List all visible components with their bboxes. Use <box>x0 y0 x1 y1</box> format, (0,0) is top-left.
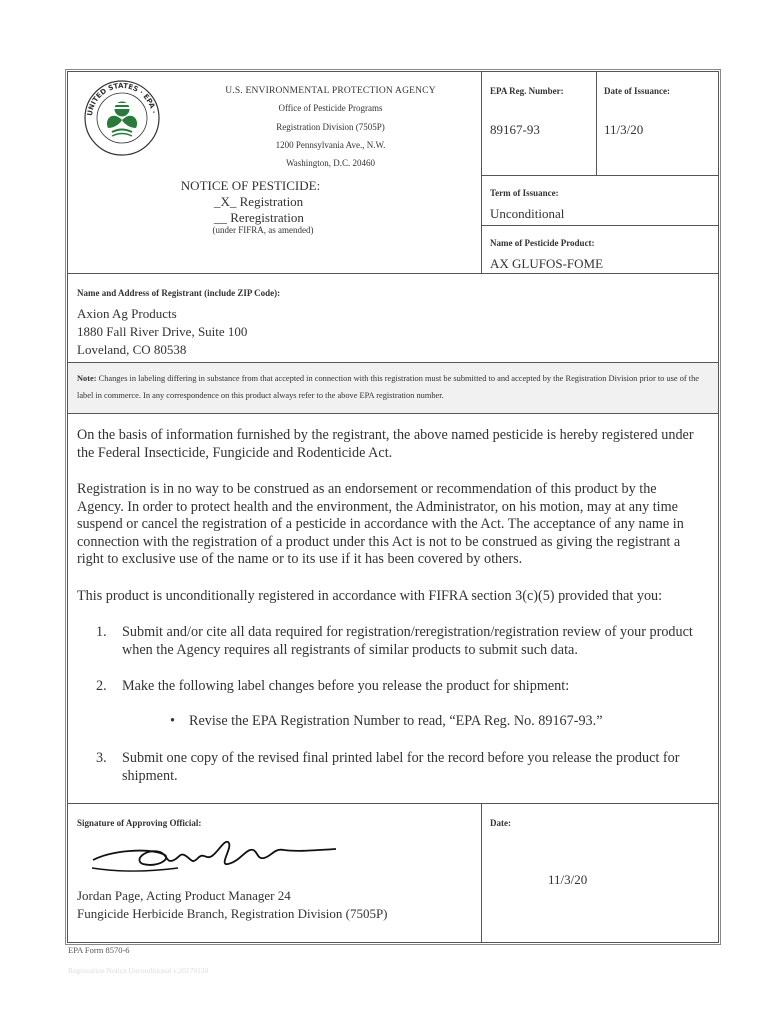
reg-number-label: EPA Reg. Number: <box>490 86 564 96</box>
date-value: 11/3/20 <box>548 872 588 887</box>
note-box <box>68 363 718 413</box>
signature-label: Signature of Approving Official: <box>77 818 202 828</box>
reg-number-value: 89167-93 <box>490 122 540 137</box>
official-branch: Fungicide Herbicide Branch, Registration Division (7505P) <box>77 906 388 921</box>
list-item-2-number: 2. <box>96 678 107 694</box>
term-value: Unconditional <box>490 206 565 221</box>
form-number: EPA Form 8570-6 <box>68 945 130 955</box>
product-name-label: Name of Pesticide Product: <box>490 238 595 248</box>
paragraph-unconditional: This product is unconditionally registered in accordance with FIFRA section 3(c)(5) provided that you: <box>77 588 663 604</box>
registrant-address-line1: 1880 Fall River Drive, Suite 100 <box>77 324 248 339</box>
list-item-3: Submit one copy of the revised final printed label for the record before you release the product for shipment. <box>122 750 680 784</box>
registrant-address-line2: Loveland, CO 80538 <box>77 342 187 357</box>
bullet-item-1: Revise the EPA Registration Number to read, “EPA Reg. No. 89167-93.” <box>189 713 603 729</box>
list-item-1-number: 1. <box>96 624 107 640</box>
list-item-3-number: 3. <box>96 750 107 766</box>
handwritten-signature <box>88 830 338 890</box>
list-item-2: Make the following label changes before you release the product for shipment: <box>122 678 570 694</box>
registration-form <box>67 71 719 943</box>
note-prefix: Note: <box>77 374 97 383</box>
official-name: Jordan Page, Acting Product Manager 24 <box>77 888 291 903</box>
date-label: Date: <box>490 818 511 828</box>
registrant-label: Name and Address of Registrant (include ZIP Code): <box>77 288 281 298</box>
division-name: Registration Division (7505P) <box>276 122 385 132</box>
product-name-value: AX GLUFOS-FOME <box>490 256 604 271</box>
issuance-date-label: Date of Issuance: <box>604 86 670 96</box>
paragraph-basis: On the basis of information furnished by the registrant, the above named pesticide is hereby registered under the Federal Insecticide, Fungicide and Rodenticide Act. <box>77 427 694 461</box>
svg-text:UNITED STATES · EPA ·: UNITED STATES · EPA · <box>85 81 158 117</box>
issuance-date-value: 11/3/20 <box>604 122 644 137</box>
list-item-1: Submit and/or cite all data required for registration/reregistration/registration review of your product when the Agency requires all registrants of similar products to submit such data. <box>122 624 693 658</box>
registration-checkbox-line: _X_ Registration <box>214 194 304 209</box>
note-body: Changes in labeling differing in substance from that accepted in connection with this registration must be submitted to and accepted by the Registration Division prior to use of the label in commerce. In any correspondence on this product always refer to the above EPA registration number. <box>77 374 700 400</box>
reregistration-checkbox-line: __ Reregistration <box>214 210 304 225</box>
faint-footer-text: Registration Notice Unconditional v.20170120 <box>68 966 209 975</box>
bullet-icon: • <box>170 713 175 729</box>
notice-title: NOTICE OF PESTICIDE: <box>180 178 321 193</box>
street-address: 1200 Pennsylvania Ave., N.W. <box>275 140 386 150</box>
registrant-name: Axion Ag Products <box>77 306 177 321</box>
fifra-note: (under FIFRA, as amended) <box>212 225 314 235</box>
epa-seal-logo <box>82 78 162 158</box>
paragraph-endorsement: Registration is in no way to be construed as an endorsement or recommendation of this product by the Agency. In order to protect health and the environment, the Administrator, on his motion, may at any time suspend or cancel the registration of a pesticide in accordance with the Act. The acceptance of any name in connection with the registration of a product under this Act is not to be construed as giving the registrant a right to exclusive use of the name or to its use if it has been covered by others. <box>77 481 684 567</box>
agency-name: U.S. ENVIRONMENTAL PROTECTION AGENCY <box>225 86 436 96</box>
note-text <box>77 370 705 404</box>
city-address: Washington, D.C. 20460 <box>285 158 376 168</box>
office-name: Office of Pesticide Programs <box>278 103 383 113</box>
term-label: Term of Issuance: <box>490 188 559 198</box>
